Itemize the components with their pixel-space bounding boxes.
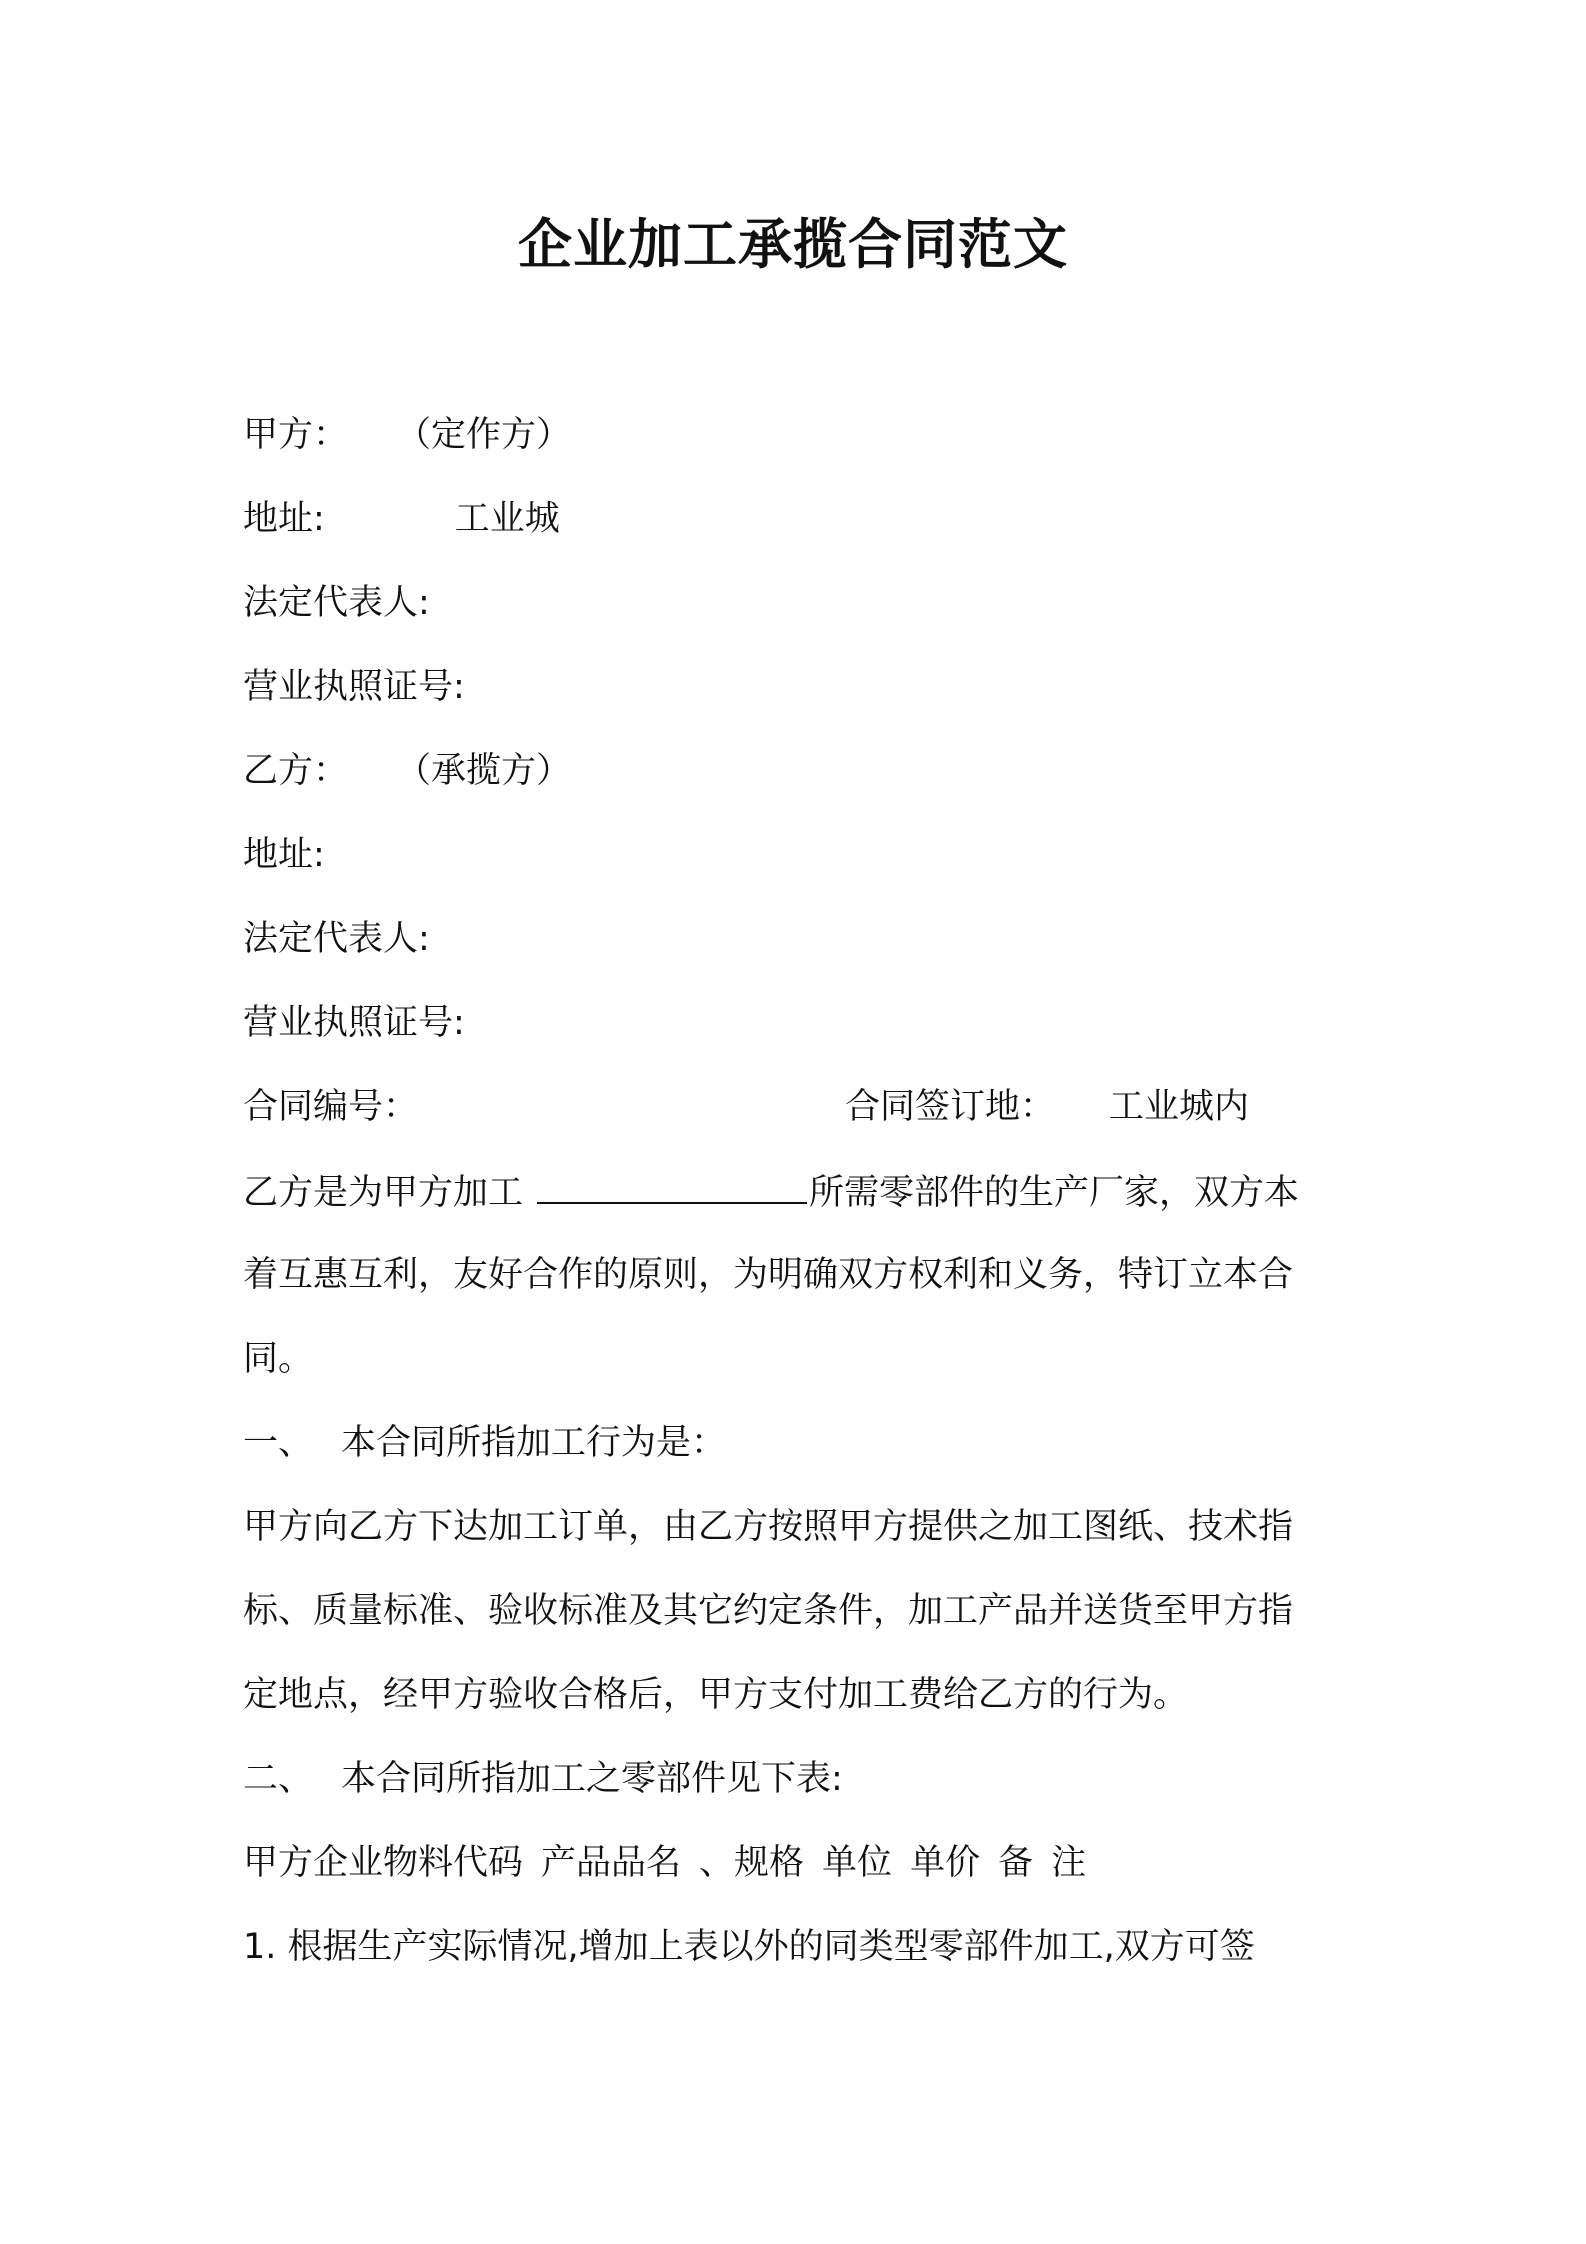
party-a-address-label: 地址: xyxy=(243,499,325,539)
section-1-line-3: 定地点，经甲方验收合格后，甲方支付加工费给乙方的行为。 xyxy=(243,1675,1189,1715)
party-a-line xyxy=(243,410,571,460)
signing-place-label: 合同签订地： xyxy=(845,1087,1056,1127)
intro-line-3: 同。 xyxy=(243,1339,314,1379)
section-2-heading xyxy=(243,1754,843,1804)
party-b-line xyxy=(243,746,571,796)
table-header-cell: 产品品名 xyxy=(541,1843,682,1883)
section-1-heading xyxy=(243,1418,726,1468)
section-1-line-1: 甲方向乙方下达加工订单，由乙方按照甲方提供之加工图纸、技术指 xyxy=(243,1507,1294,1547)
section-2-title: 本合同所指加工之零部件见下表: xyxy=(341,1759,843,1799)
section-1-line-2: 标、质量标准、验收标准及其它约定条件，加工产品并送货至甲方指 xyxy=(243,1591,1294,1631)
party-a-role: （定作方） xyxy=(396,415,572,455)
intro-part-1: 乙方是为甲方加工 xyxy=(243,1173,524,1213)
table-header-cell: 注 xyxy=(1051,1843,1087,1883)
party-b-role: （承揽方） xyxy=(396,751,572,791)
document-title: 企业加工承揽合同范文 xyxy=(518,213,1068,276)
table-header-row xyxy=(243,1838,1086,1888)
party-b-license: 营业执照证号: xyxy=(243,1003,465,1043)
table-header-cell: 单位 xyxy=(822,1843,893,1883)
section-2-number: 二、 xyxy=(243,1759,314,1799)
intro-line-2: 着互惠互利，友好合作的原则，为明确双方权利和义务，特订立本合 xyxy=(243,1255,1294,1295)
intro-part-2: 所需零部件的生产厂家，双方本 xyxy=(809,1173,1300,1213)
table-header-cell: 单价 xyxy=(910,1843,981,1883)
signing-place-line xyxy=(845,1082,1249,1132)
party-a-address-value: 工业城 xyxy=(454,499,560,539)
table-header-cell: 、规格 xyxy=(699,1843,805,1883)
party-b-legal-rep: 法定代表人: xyxy=(243,919,430,959)
party-b-label: 乙方： xyxy=(243,751,349,791)
party-a-license: 营业执照证号: xyxy=(243,667,465,707)
item-1: 1. 根据生产实际情况,增加上表以外的同类型零部件加工,双方可签 xyxy=(243,1927,1255,1967)
fill-in-blank xyxy=(537,1166,807,1204)
section-1-title: 本合同所指加工行为是： xyxy=(341,1423,727,1463)
contract-number: 合同编号： xyxy=(243,1087,419,1127)
party-b-address: 地址: xyxy=(243,835,325,875)
party-a-label: 甲方： xyxy=(243,415,349,455)
party-a-address-line xyxy=(243,494,560,544)
section-1-number: 一、 xyxy=(243,1423,314,1463)
table-header-cell: 甲方企业物料代码 xyxy=(243,1843,524,1883)
intro-line-1 xyxy=(243,1166,1299,1218)
party-a-legal-rep: 法定代表人: xyxy=(243,583,430,623)
table-header-cell: 备 xyxy=(998,1843,1034,1883)
signing-place-value: 工业城内 xyxy=(1109,1087,1250,1127)
